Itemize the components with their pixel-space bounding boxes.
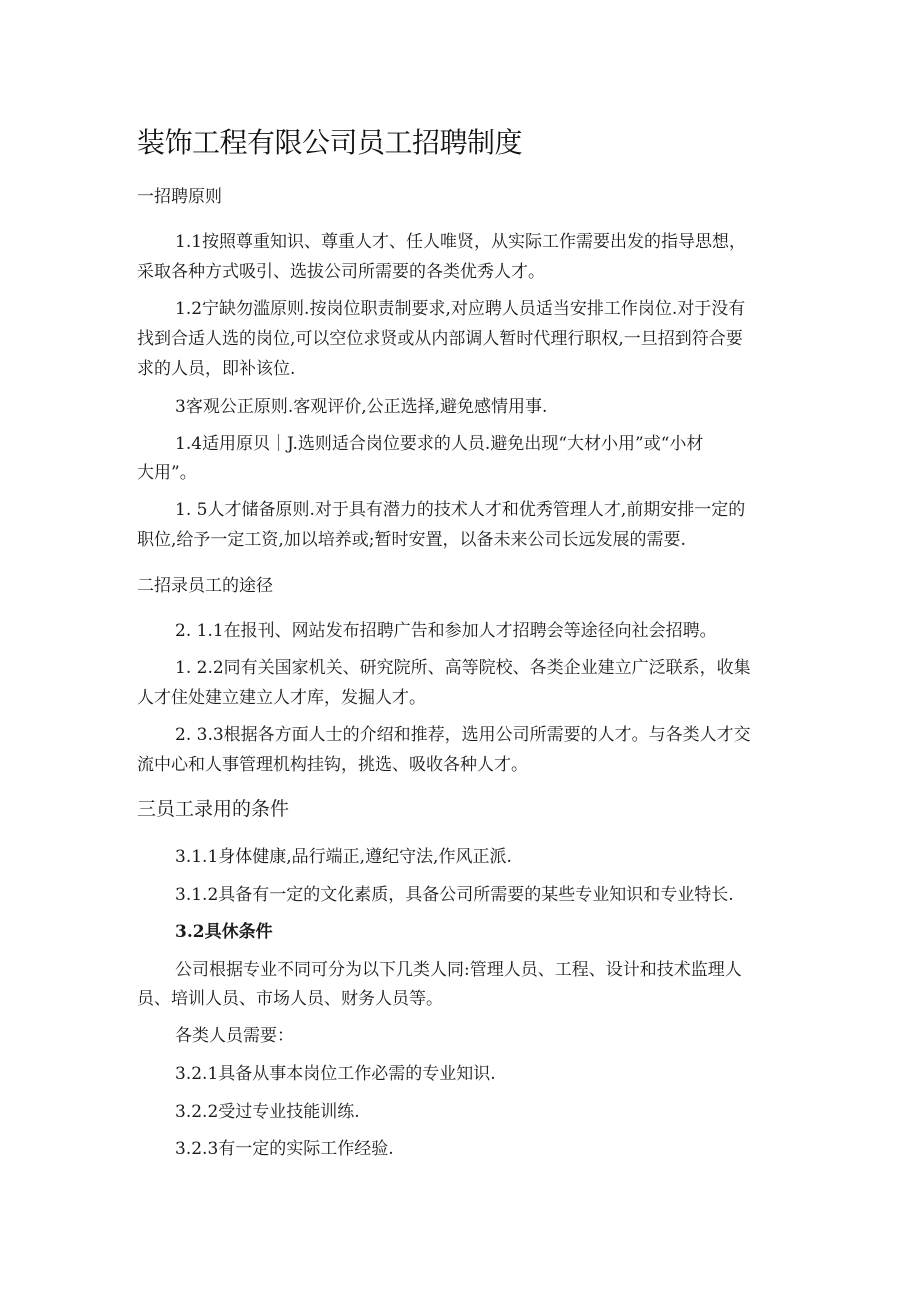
paragraph-line: 大用”。 bbox=[137, 463, 197, 483]
paragraph-line: 3客观公正原则.客观评价,公正选择,避免感情用事. bbox=[175, 397, 548, 417]
paragraph-line: 人才住处建立建立人才库，发掘人才。 bbox=[137, 688, 426, 708]
paragraph-line: 1.4适用原贝｜J.选则适合岗位要求的人员.避免出现“大材小用”或“小材 bbox=[175, 434, 704, 454]
paragraph-line: 职位,给予一定工资,加以培养或;暂时安置，以备未来公司长远发展的需要. bbox=[137, 530, 686, 550]
paragraph-line: 3.1.2具备有一定的文化素质，具备公司所需要的某些专业知识和专业特长. bbox=[175, 885, 734, 905]
section-heading: 三员工录用的条件 bbox=[137, 798, 290, 820]
section-heading: 一招聘原则 bbox=[137, 187, 222, 207]
paragraph-line: 员、培训人员、市场人员、财务人员等。 bbox=[137, 989, 443, 1009]
document-title: 装饰工程有限公司员工招聘制度 bbox=[137, 126, 523, 159]
paragraph-line: 1.1按照尊重知识、尊重人才、任人唯贤，从实际工作需要出发的指导思想， bbox=[175, 232, 747, 252]
paragraph-line: 1. 5人才储备原则.对于具有潜力的技术人才和优秀管理人才,前期安排一定的 bbox=[175, 500, 746, 520]
paragraph-line: 找到合适人选的岗位,可以空位求贤或从内部调人暂时代理行职权,一旦招到符合要 bbox=[137, 329, 743, 349]
paragraph-line: 1.2宁缺勿滥原则.按岗位职责制要求,对应聘人员适当安排工作岗位.对于没有 bbox=[175, 299, 746, 319]
paragraph-line: 3.2.2受过专业技能训练. bbox=[175, 1102, 360, 1122]
paragraph-line: 求的人员，即补该位. bbox=[137, 359, 296, 379]
paragraph-line: 1. 2.2同有关国家机关、研究院所、高等院校、各类企业建立广泛联系，收集 bbox=[175, 658, 751, 678]
paragraph-line: 3.2.3有一定的实际工作经验. bbox=[175, 1139, 394, 1159]
paragraph-line: 采取各种方式吸引、选拔公司所需要的各类优秀人才。 bbox=[137, 262, 545, 282]
paragraph-line: 公司根据专业不同可分为以下几类人同:管理人员、工程、设计和技术监理人 bbox=[175, 960, 742, 980]
paragraph-line: 各类人员需要： bbox=[175, 1026, 294, 1046]
paragraph-line: 流中心和人事管理机构挂钩，挑选、吸收各种人才。 bbox=[137, 755, 528, 775]
paragraph-line: 2. 1.1在报刊、网站发布招聘广告和参加人才招聘会等途径向社会招聘。 bbox=[175, 621, 717, 641]
paragraph-line: 3.2.1具备从事本岗位工作必需的专业知识. bbox=[175, 1064, 496, 1084]
paragraph-line: 3.1.1身体健康,品行端正,遵纪守法,作风正派. bbox=[175, 847, 512, 867]
paragraph-line: 2. 3.3根据各方面人士的介绍和推荐，选用公司所需要的人才。与各类人才交 bbox=[175, 725, 751, 745]
section-heading: 二招录员工的途径 bbox=[137, 576, 273, 596]
subsection-heading: 3.2具休条件 bbox=[175, 922, 273, 942]
